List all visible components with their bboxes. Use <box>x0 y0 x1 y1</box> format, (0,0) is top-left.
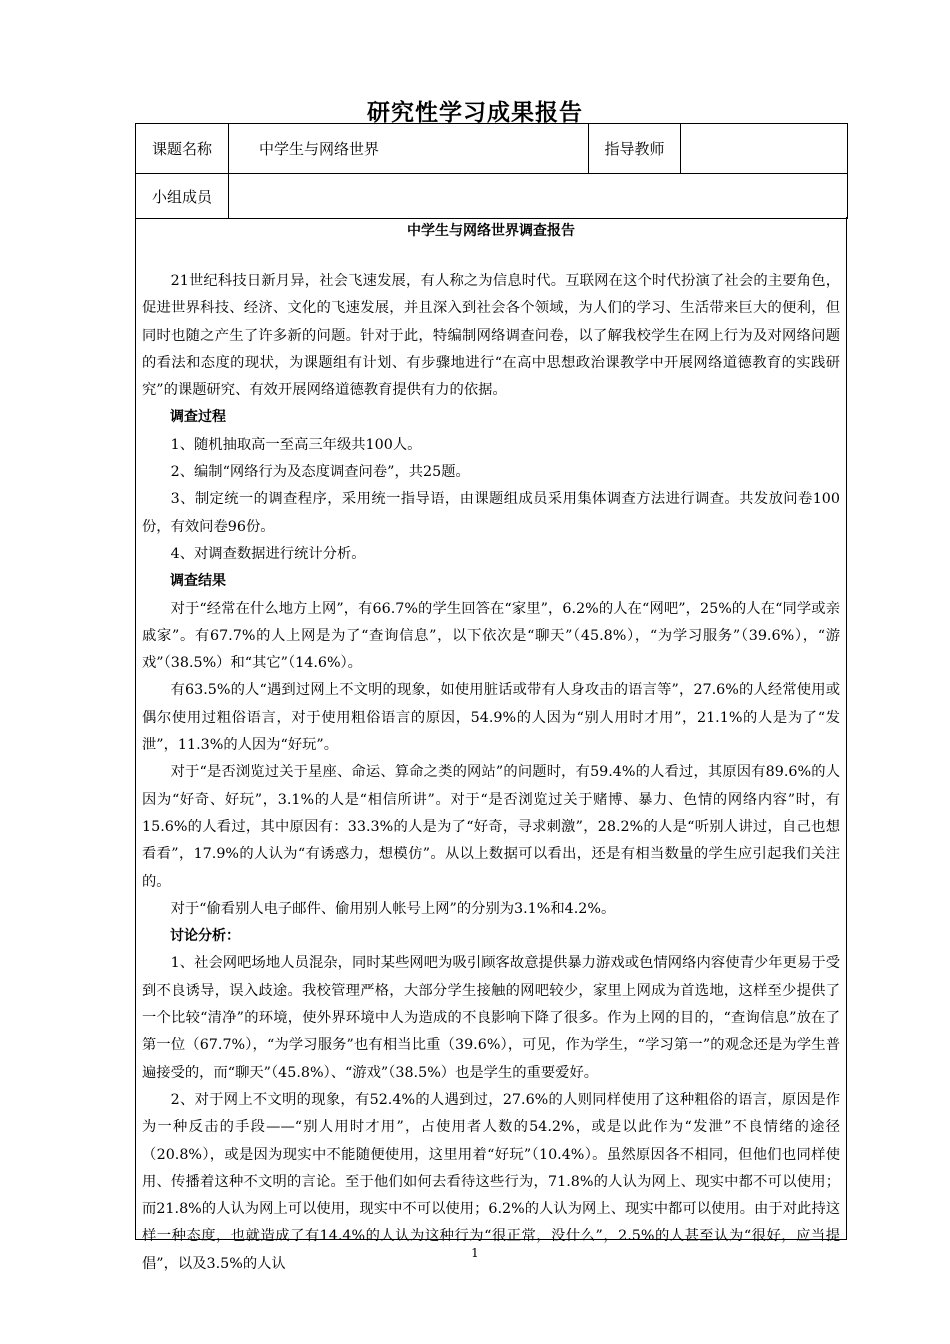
results-paragraph: 有63.5%的人“遇到过网上不文明的现象，如使用脏话或带有人身攻击的语言等”，27.6%的人经常使用或偶尔使用过粗俗语言，对于使用粗俗语言的原因，54.9%的人因为“别人用时才用”，21.1%的人是为了“发泄”，11.3%的人因为“好玩”。 <box>142 682 840 754</box>
info-row-members <box>136 174 848 219</box>
topic-label: 课题名称 <box>136 124 229 174</box>
document-title: 研究性学习成果报告 <box>367 99 583 126</box>
results-paragraph: 对于“经常在什么地方上网”，有66.7%的学生回答在“家里”，6.2%的人在“网吧”，25%的人在“同学或亲戚家”。有67.7%的人上网是为了“查询信息”，以下依次是“聊天”（45.8%），“为学习服务”（39.6%），“游戏”（38.5%）和“其它”（14.6%）。 <box>142 600 840 672</box>
page-number: 1 <box>471 1246 479 1260</box>
topic-value: 中学生与网络世界 <box>229 124 589 174</box>
discussion-paragraph: 1、社会网吧场地人员混杂，同时某些网吧为吸引顾客故意提供暴力游戏或色情网络内容使青少年更易于受到不良诱导，误入歧途。我校管理严格，大部分学生接触的网吧较少，家里上网成为首选地，这样至少提供了一个比较“清净”的环境，使外界环境中人为造成的不良影响下降了很多。作为上网的目的，“查询信息”放在了第一位（67.7%），“为学习服务”也有相当比重（39.6%），可见，作为学生，“学习第一”的观念还是为学生普遍接受的，而“聊天”（45.8%）、“游戏”（38.5%）也是学生的重要爱好。 <box>142 955 840 1081</box>
members-label: 小组成员 <box>136 174 229 219</box>
process-item: 3、制定统一的调查程序，采用统一指导语，由课题组成员采用集体调查方法进行调查。共发放问卷100份，有效问卷96份。 <box>142 491 840 535</box>
results-heading: 调查结果 <box>170 573 226 590</box>
discussion-paragraph: 2、对于网上不文明的现象，有52.4%的人遇到过，27.6%的人则同样使用了这种粗俗的语言，原因是作为一种反击的手段——“别人用时才用”，占使用者人数的54.2%，或是以此作为“发泄”不良情绪的途径（20.8%），或是因为现实中不能随便使用，这里用着“好玩”（10.4%）。虽然原因各不相同，但他们也同样使用、传播着这种不文明的言论。至于他们如何去看待这些行为，71.8%的人认为网上、现实中都不可以使用；而21.8%的人认为网上可以使用，现实中不可以使用；6.2%的人认为网上、现实中都可以使用。由于对此持这样一种态度，也就造成了有14.4%的人认为这种行为“很正常，没什么”，2.5%的人甚至认为“很好，应当提倡”，以及3.5%的人认 <box>142 1091 840 1272</box>
report-body <box>135 217 847 1272</box>
discussion-heading: 讨论分析： <box>170 928 240 945</box>
process-item: 4、对调查数据进行统计分析。 <box>170 545 366 562</box>
members-value <box>229 174 848 219</box>
intro-paragraph: 21世纪科技日新月异，社会飞速发展，有人称之为信息时代。互联网在这个时代扮演了社会的主要角色，促进世界科技、经济、文化的飞速发展，并且深入到社会各个领域，为人们的学习、生活带来巨大的便利，但同时也随之产生了许多新的问题。针对于此，特编制网络调查问卷，以了解我校学生在网上行为及对网络问题的看法和态度的现状，为课题组有计划、有步骤地进行“在高中思想政治课教学中开展网络道德教育的实践研究”的课题研究、有效开展网络道德教育提供有力的依据。 <box>142 273 840 399</box>
results-paragraph: 对于“是否浏览过关于星座、命运、算命之类的网站”的问题时，有59.4%的人看过，其原因有89.6%的人因为“好奇、好玩”，3.1%的人是“相信所讲”。对于“是否浏览过关于赌博、暴力、色情的网络内容”时，有15.6%的人看过，其中原因有：33.3%的人是为了“好奇，寻求刺激”，28.2%的人是“听别人讲过，自己也想看看”，17.9%的人认为“有诱惑力，想模仿”。从以上数据可以看出，还是有相当数量的学生应引起我们关注的。 <box>142 764 840 890</box>
report-content <box>136 217 846 1278</box>
results-paragraph: 对于“偷看别人电子邮件、偷用别人帐号上网”的分别为3.1%和4.2%。 <box>170 900 616 917</box>
report-title: 中学生与网络世界调查报告 <box>407 223 575 239</box>
process-item: 1、随机抽取高一至高三年级共100人。 <box>170 436 422 453</box>
process-item: 2、编制“网络行为及态度调查问卷”，共25题。 <box>170 464 470 481</box>
advisor-label: 指导教师 <box>589 124 681 174</box>
info-table <box>135 123 848 219</box>
advisor-value <box>681 124 848 174</box>
info-row-topic <box>136 124 848 174</box>
process-heading: 调查过程 <box>170 409 226 426</box>
